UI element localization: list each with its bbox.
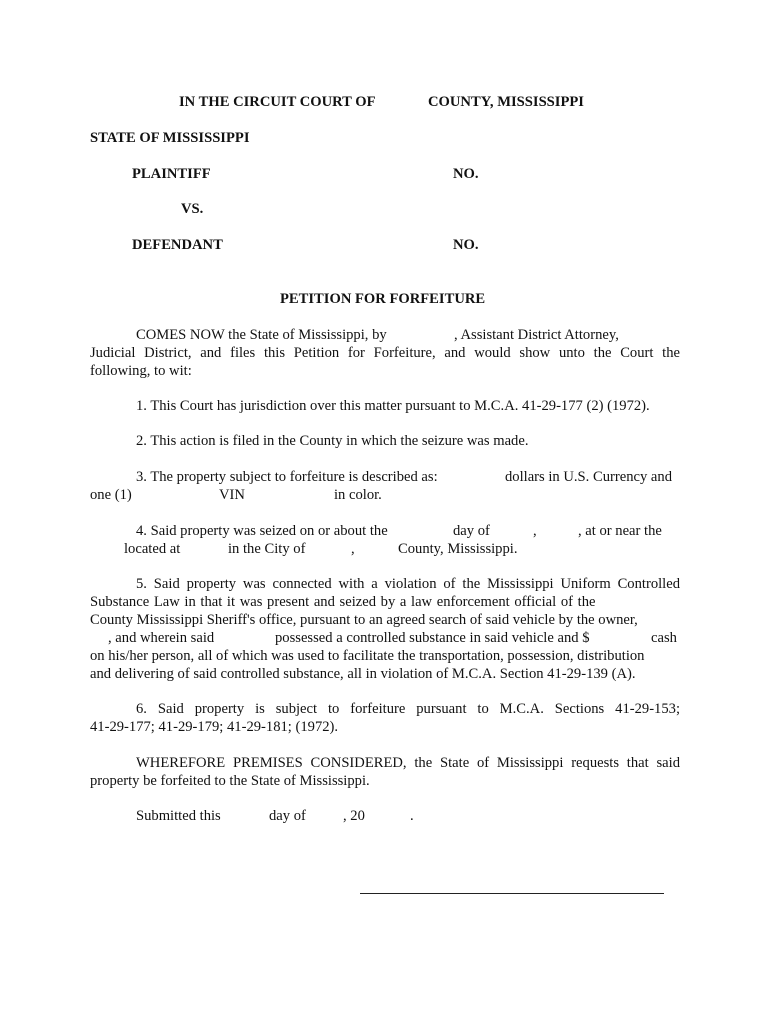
paragraph-6-line-1: 6. Said property is subject to forfeiture pursuant to M.C.A. Sections 41-29-153; <box>136 701 680 717</box>
paragraph-4-f: in the City of <box>228 541 306 557</box>
paragraph-5-line-4a: , and wherein said <box>108 630 215 646</box>
court-heading-right: COUNTY, MISSISSIPPI <box>428 94 584 110</box>
submitted-a: Submitted this <box>136 808 221 824</box>
paragraph-4-b: day of <box>453 523 490 539</box>
case-number-label-2: NO. <box>453 237 479 253</box>
paragraph-2: 2. This action is filed in the County in which the seizure was made. <box>136 433 529 449</box>
defendant-label: DEFENDANT <box>132 237 223 253</box>
paragraph-3-c: one (1) <box>90 487 132 503</box>
paragraph-4-h: County, Mississippi. <box>398 541 518 557</box>
submitted-b: day of <box>269 808 306 824</box>
paragraph-5-line-3: County Mississippi Sheriff's office, pursuant to an agreed search of said vehicle by the owner, <box>90 612 638 628</box>
state-party: STATE OF MISSISSIPPI <box>90 130 250 146</box>
versus-label: VS. <box>181 201 204 217</box>
plaintiff-label: PLAINTIFF <box>132 166 211 182</box>
paragraph-3-e: in color. <box>334 487 382 503</box>
paragraph-6-line-2: 41-29-177; 41-29-179; 41-29-181; (1972). <box>90 719 339 735</box>
paragraph-5-line-2: Substance Law in that it was present and seized by a law enforcement official of the <box>90 594 596 610</box>
paragraph-3-b: dollars in U.S. Currency and <box>505 469 672 485</box>
paragraph-5-line-6: and delivering of said controlled substance, all in violation of M.C.A. Section 41-29-139 (A). <box>90 666 636 682</box>
wherefore-line-2: property be forfeited to the State of Mississippi. <box>90 773 370 789</box>
paragraph-5-line-4b: possessed a controlled substance in said vehicle and $ <box>275 630 590 646</box>
paragraph-5-line-1: 5. Said property was connected with a violation of the Mississippi Uniform Controlled <box>136 576 680 592</box>
intro-line-3: following, to wit: <box>90 363 192 379</box>
signature-line[interactable] <box>360 893 664 894</box>
paragraph-5-line-5: on his/her person, all of which was used to facilitate the transportation, possession, distribution <box>90 648 645 664</box>
intro-line-2: Judicial District, and files this Petition for Forfeiture, and would show unto the Court the <box>90 345 680 361</box>
submitted-c: , 20 <box>343 808 365 824</box>
submitted-d: . <box>410 808 414 824</box>
court-heading-left: IN THE CIRCUIT COURT OF <box>179 94 376 110</box>
paragraph-4-e: located at <box>124 541 181 557</box>
paragraph-3-a: 3. The property subject to forfeiture is described as: <box>136 469 438 485</box>
paragraph-3-d: VIN <box>219 487 245 503</box>
paragraph-1: 1. This Court has jurisdiction over this matter pursuant to M.C.A. 41-29-177 (2) (1972). <box>136 398 650 414</box>
wherefore-line-1: WHEREFORE PREMISES CONSIDERED, the State of Mississippi requests that said <box>136 755 680 771</box>
paragraph-4-g: , <box>351 541 355 557</box>
paragraph-5-line-4c: cash <box>651 630 677 646</box>
paragraph-4-d: , at or near the <box>578 523 662 539</box>
paragraph-4-a: 4. Said property was seized on or about the <box>136 523 388 539</box>
case-number-label-1: NO. <box>453 166 479 182</box>
document-title: PETITION FOR FORFEITURE <box>280 291 486 307</box>
intro-line-1a: COMES NOW the State of Mississippi, by <box>136 327 387 343</box>
intro-line-1b: , Assistant District Attorney, <box>454 327 619 343</box>
paragraph-4-c: , <box>533 523 537 539</box>
